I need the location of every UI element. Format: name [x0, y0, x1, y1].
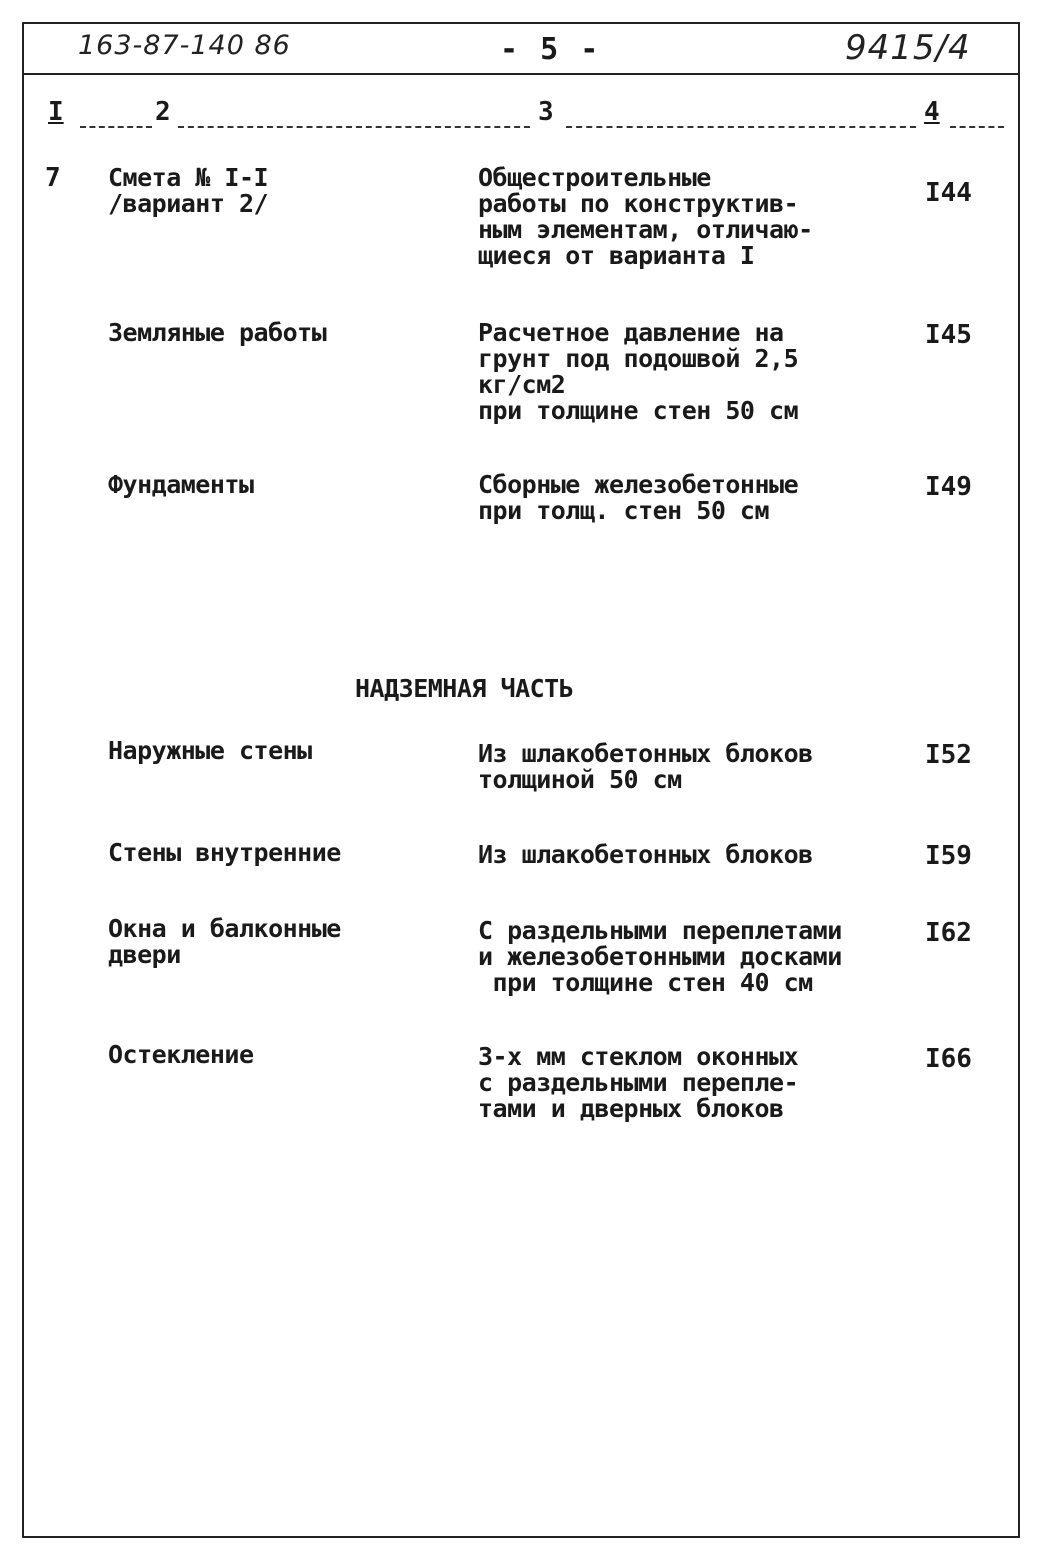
column-heading-4: 4	[924, 97, 940, 127]
row-page: I52	[925, 740, 972, 770]
row-page: I59	[925, 841, 972, 871]
row-description: С раздельными переплетами и железобетонными досками при толщине стен 40 см	[478, 916, 842, 997]
page-number: - 5 -	[500, 32, 601, 67]
section-title: НАДЗЕМНАЯ ЧАСТЬ	[355, 674, 574, 703]
heading-dash-line	[178, 126, 530, 128]
row-description: Из шлакобетонных блоков	[478, 840, 813, 869]
row-name: Стены внутренние	[108, 838, 341, 867]
heading-dash-line	[80, 126, 152, 128]
row-name: Наружные стены	[108, 736, 312, 765]
row-name: Фундаменты	[108, 470, 254, 499]
row-description: Сборные железобетонные при толщ. стен 50 см	[478, 470, 799, 525]
row-index: 7	[45, 163, 61, 193]
row-description: Общестроительные работы по конструктив- ным элементам, отличаю- щиеся от варианта I	[478, 163, 813, 270]
row-name: Остекление	[108, 1040, 254, 1069]
column-heading-1: I	[48, 97, 64, 127]
row-page: I66	[925, 1044, 972, 1074]
row-name: Земляные работы	[108, 318, 327, 347]
row-page: I49	[925, 472, 972, 502]
row-page: I45	[925, 320, 972, 350]
document-code: 163-87-140 86	[78, 30, 291, 61]
row-name: Окна и балконные двери	[108, 914, 341, 969]
row-page: I44	[925, 178, 972, 208]
row-name: Смета № I-I /вариант 2/	[108, 163, 269, 218]
column-heading-3: 3	[538, 97, 554, 127]
heading-dash-line	[566, 126, 916, 128]
column-heading-2: 2	[155, 97, 171, 127]
header-divider	[22, 73, 1020, 75]
row-description: 3-х мм стеклом оконных с раздельными перепле- тами и дверных блоков	[478, 1042, 799, 1123]
heading-dash-line	[950, 126, 1004, 128]
row-page: I62	[925, 918, 972, 948]
row-description: Из шлакобетонных блоков толщиной 50 см	[478, 739, 813, 794]
row-description: Расчетное давление на грунт под подошвой 2,5 кг/см2 при толщине стен 50 см	[478, 318, 799, 425]
sheet-number: 9415/4	[845, 28, 971, 68]
